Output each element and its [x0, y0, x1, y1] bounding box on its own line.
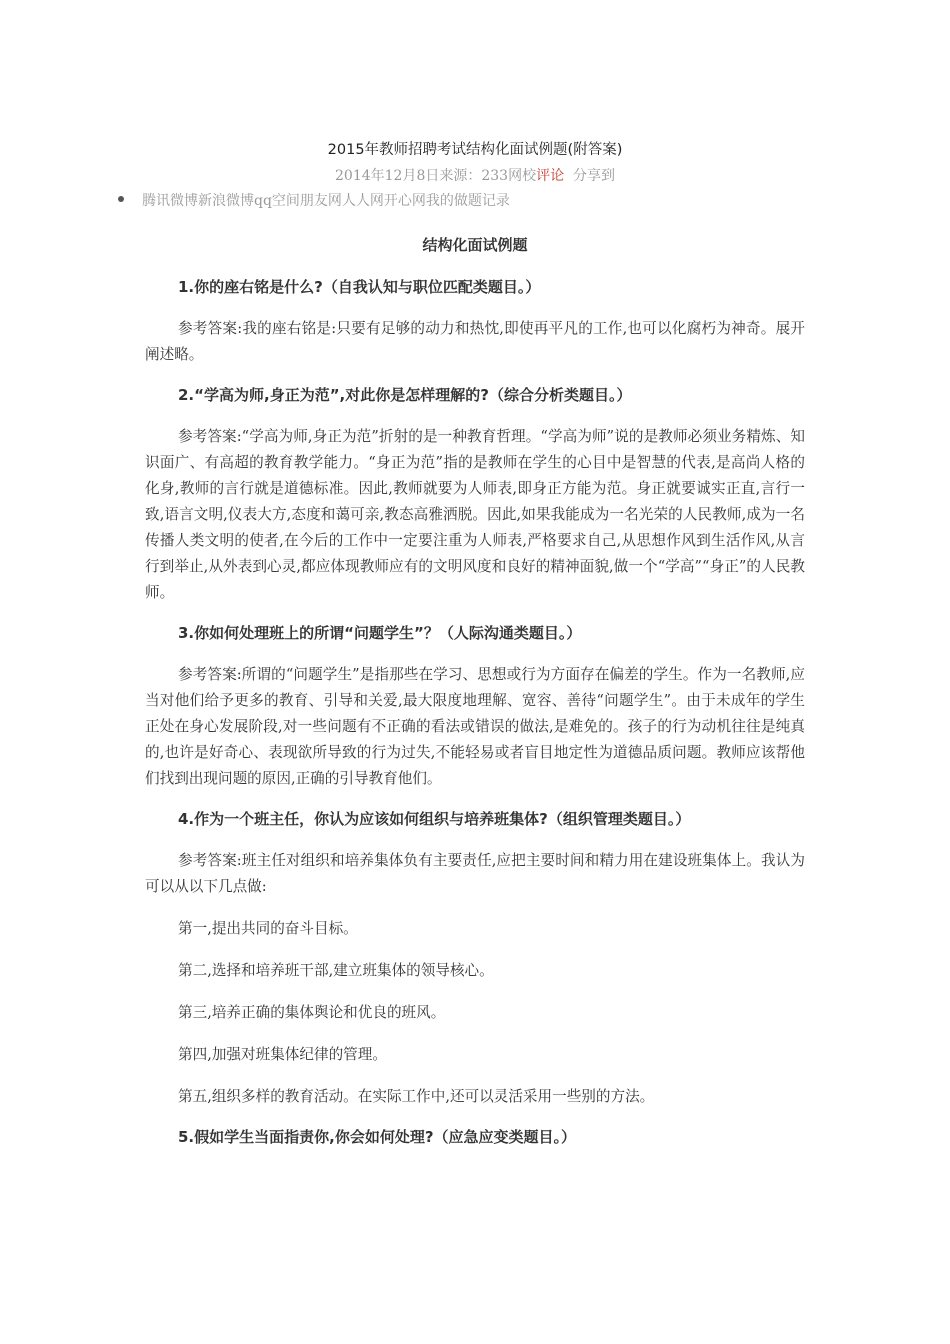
question-heading: 1.你的座右铭是什么?（自我认知与职位匹配类题目。）: [178, 278, 541, 296]
answer-paragraph: 第四,加强对班集体纪律的管理。: [178, 1046, 387, 1063]
answer-paragraph: 第二,选择和培养班干部,建立班集体的领导核心。: [178, 962, 494, 979]
question-heading: 2.“学高为师,身正为范”,对此你是怎样理解的?（综合分析类题目。）: [178, 386, 632, 404]
document-title: 2015年教师招聘考试结构化面试例题(附答案): [327, 142, 623, 158]
answer-paragraph: 第五,组织多样的教育活动。在实际工作中,还可以灵活采用一些别的方法。: [178, 1088, 655, 1105]
article-body: [145, 266, 805, 1150]
share-to-label: 分享到: [572, 168, 615, 184]
section-heading: 结构化面试例题: [422, 236, 528, 254]
share-links-row: [118, 190, 510, 210]
answer-paragraph: 参考答案:所谓的“问题学生”是指那些在学习、思想或行为方面存在偏差的学生。作为一名教师,应当对他们给予更多的教育、引导和关爱,最大限度地理解、宽容、善待“问题学生”。由于未成年的学生正处在身心发展阶段,对一些问题有不正确的看法或错误的做法,是难免的。孩子的行为动机往往是纯真的,也许是好奇心、表现欲所导致的行为过失,不能轻易或者盲目地定性为道德品质问题。教师应该帮他们找到出现问题的原因,正确的引导教育他们。: [145, 666, 805, 787]
date-source: 2014年12月8日来源：233网校: [335, 168, 537, 184]
article-meta: [0, 165, 950, 185]
answer-paragraph: 参考答案:我的座右铭是:只要有足够的动力和热忱,即使再平凡的工作,也可以化腐朽为神奇。展开阐述略。: [145, 320, 805, 363]
question-heading: 5.假如学生当面指责你,你会如何处理?（应急应变类题目。）: [178, 1128, 577, 1146]
answer-paragraph: 第三,培养正确的集体舆论和优良的班风。: [178, 1004, 446, 1021]
answer-paragraph: 参考答案:班主任对组织和培养集体负有主要责任,应把主要时间和精力用在建设班集体上。我认为可以从以下几点做:: [145, 852, 805, 895]
comment-link[interactable]: 评论: [536, 168, 565, 184]
answer-paragraph: 第一,提出共同的奋斗目标。: [178, 920, 358, 937]
question-heading: 3.你如何处理班上的所谓“问题学生”？（人际沟通类题目。）: [178, 624, 582, 642]
share-links[interactable]: 腾讯微博新浪微博qq空间朋友网人人网开心网我的做题记录: [142, 193, 510, 209]
question-heading: 4.作为一个班主任，你认为应该如何组织与培养班集体?（组织管理类题目。）: [178, 810, 691, 828]
bullet-icon: [118, 196, 124, 202]
answer-paragraph: 参考答案:“学高为师,身正为范”折射的是一种教育哲理。“学高为师”说的是教师必须业务精炼、知识面广、有高超的教育教学能力。“身正为范”指的是教师在学生的心目中是智慧的代表,是高尚人格的化身,教师的言行就是道德标准。因此,教师就要为人师表,即身正方能为范。身正就要诚实正直,言行一致,语言文明,仪表大方,态度和蔼可亲,教态高雅洒脱。因此,如果我能成为一名光荣的人民教师,成为一名传播人类文明的使者,在今后的工作中一定要注重为人师表,严格要求自己,从思想作风到生活作风,从言行到举止,从外表到心灵,都应体现教师应有的文明风度和良好的精神面貌,做一个“学高”“身正”的人民教师。: [145, 428, 805, 601]
